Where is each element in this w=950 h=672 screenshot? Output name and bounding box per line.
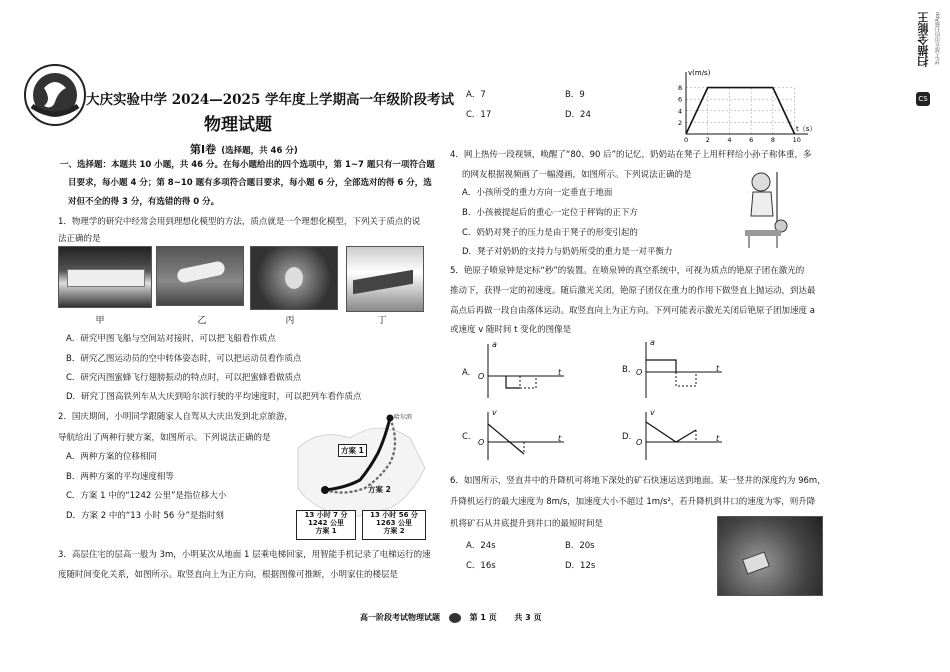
q6-option-c: C．16s bbox=[466, 561, 496, 571]
q5-c-axis-label: v bbox=[492, 408, 497, 417]
part-note: (选择题，共 46 分) bbox=[221, 146, 298, 156]
q3-stem-1: 3．高层住宅的层高一般为 3m，小明某次从地面 1 层乘电梯回家，用智能手机记录了电梯运行的速 bbox=[58, 550, 431, 560]
q1-caption-bing: 丙 bbox=[285, 316, 295, 326]
q1-photo-train bbox=[346, 246, 424, 312]
q2-stem-1: 2．国庆期间，小明同学跟随家人自驾从大庆出发到北京旅游， bbox=[58, 412, 293, 422]
footer-page: 第 1 页 bbox=[469, 613, 497, 622]
q2-option-d: D．方案 2 中的“13 小时 56 分”是指时刻 bbox=[66, 511, 224, 521]
q5-graph-d bbox=[636, 408, 726, 464]
vt-chart-svg bbox=[672, 68, 822, 146]
q1-photo-bee bbox=[250, 246, 338, 310]
q2-plan2-time: 13 小时 56 分 bbox=[370, 511, 418, 519]
vt-ytick-1: 4 bbox=[678, 107, 683, 116]
footer bbox=[360, 612, 541, 623]
q5-b-axis-label: a bbox=[650, 338, 655, 347]
part-title: 第Ⅰ卷 bbox=[190, 143, 217, 156]
section-line-3: 对但不全的得 3 分，有选错的得 0 分。 bbox=[68, 197, 220, 207]
q6-stem-3: 机将矿石从井底提升到井口的最短时间是 bbox=[450, 519, 604, 529]
footer-total: 共 3 页 bbox=[514, 613, 542, 622]
q5-c-origin: O bbox=[478, 438, 485, 447]
vt-xtick-1: 2 bbox=[705, 136, 710, 144]
q5-graph-c bbox=[478, 408, 568, 464]
scanner-tagline: 3亿人都在用的扫描App bbox=[935, 12, 941, 65]
q5-c-axis-t: t bbox=[558, 434, 562, 443]
q2-map-label-route1: 方案 1 bbox=[338, 444, 367, 457]
q1-caption-yi: 乙 bbox=[197, 316, 207, 326]
q5-label-a: A. bbox=[462, 368, 471, 378]
q2-plan2-box bbox=[362, 510, 426, 540]
q5-d-origin: O bbox=[636, 438, 643, 447]
scanner-brand: 扫描全能王 bbox=[917, 12, 930, 67]
q4-cartoon-image bbox=[737, 168, 799, 250]
vt-ylabel: v(m/s) bbox=[688, 69, 711, 77]
q2-plan2-distance: 1263 公里 bbox=[376, 519, 412, 527]
q6-option-d: D．12s bbox=[565, 561, 596, 571]
q5-stem-4: 或速度 v 随时间 t 变化的图像是 bbox=[450, 325, 572, 335]
q4-option-d: D．凳子对奶奶的支持力与奶奶所受的重力是一对平衡力 bbox=[462, 247, 673, 257]
q5-label-b: B. bbox=[622, 365, 631, 375]
q5-a-origin: O bbox=[478, 372, 485, 381]
q1-option-d: D．研究丁图高铁列车从大庆到哈尔滨行驶的平均速度时，可以把列车看作质点 bbox=[66, 392, 362, 402]
subject-title: 物理试题 bbox=[204, 115, 272, 135]
q5-d-axis-t: t bbox=[716, 434, 720, 443]
q1-option-b: B．研究乙图运动员的空中转体姿态时，可以把运动员看作质点 bbox=[66, 354, 302, 364]
q5-d-axis-label: v bbox=[650, 408, 655, 417]
q5-a-axis-label: a bbox=[492, 340, 497, 349]
q5-label-c: C. bbox=[462, 432, 471, 442]
q4-option-b: B．小孩被提起后的重心一定位于秤钩的正下方 bbox=[462, 208, 638, 218]
q2-option-c: C．方案 1 中的“1242 公里”是指位移大小 bbox=[66, 491, 227, 501]
q6-option-a: A．24s bbox=[466, 541, 496, 551]
footer-emblem-icon bbox=[449, 613, 461, 623]
q2-plan1-box bbox=[296, 510, 356, 540]
q6-stem-2: 升降机运行的最大速度为 8m/s，加速度大小不超过 1m/s²，若升降机到井口的速度为零，则升降 bbox=[450, 497, 816, 507]
vt-xtick-3: 6 bbox=[749, 136, 754, 144]
q2-plan1-name: 方案 1 bbox=[315, 527, 337, 535]
q2-option-b: B．两种方案的平均速度相等 bbox=[66, 472, 174, 482]
q1-stem-2: 法正确的是 bbox=[58, 234, 101, 244]
q3-option-d: D．24 bbox=[565, 110, 591, 120]
q3-option-a: A．7 bbox=[466, 90, 486, 100]
q5-b-axis-t: t bbox=[716, 364, 720, 373]
q1-stem-1: 1．物理学的研究中经常会用到理想化模型的方法，质点就是一个理想化模型，下列关于质点的说 bbox=[58, 217, 421, 227]
scanner-badge-icon: CS bbox=[916, 92, 930, 106]
q1-photo-gymnast bbox=[156, 246, 244, 306]
q2-map-label-route2: 方案 2 bbox=[368, 485, 391, 494]
q3-stem-2: 度随时间变化关系，如图所示。取竖直向上为正方向，根据图像可推断，小明家住的楼层是 bbox=[58, 570, 399, 580]
vt-ytick-3: 8 bbox=[678, 84, 683, 93]
q2-plan2-name: 方案 2 bbox=[383, 527, 405, 535]
q2-stem-2: 导航给出了两种行驶方案，如图所示。下列说法正确的是 bbox=[58, 433, 271, 443]
q5-stem-3: 高点后再做一段自由落体运动。取竖直向上为正方向。下列可能表示激光关闭后铯原子团加速度 a bbox=[450, 306, 815, 316]
q3-vt-chart bbox=[672, 68, 822, 146]
q3-option-b: B．9 bbox=[565, 90, 585, 100]
q4-option-c: C．奶奶对凳子的压力是由于凳子的形变引起的 bbox=[462, 228, 638, 238]
q4-option-a: A．小孩所受的重力方向一定垂直于地面 bbox=[462, 188, 613, 198]
q6-stem-1: 6．如图所示，竖直井中的升降机可将地下深处的矿石快速运送到地面。某一竖井的深度约为 96m， bbox=[450, 476, 826, 486]
q2-plan1-time: 13 小时 7 分 bbox=[304, 511, 348, 519]
q5-graph-b bbox=[636, 338, 726, 402]
exam-title: 大庆实验中学 2024—2025 学年度上学期高一年级阶段考试 bbox=[86, 92, 455, 108]
q4-stem-2: 的网友根据视频画了一幅漫画，如图所示。下列说法正确的是 bbox=[462, 170, 692, 180]
q2-plan1-distance: 1242 公里 bbox=[308, 519, 344, 527]
vt-xlabel: t（s） bbox=[796, 125, 817, 133]
q6-option-b: B．20s bbox=[565, 541, 595, 551]
vt-ytick-0: 2 bbox=[678, 118, 683, 127]
q2-option-a: A．两种方案的位移相同 bbox=[66, 452, 157, 462]
q1-photo-spacecraft bbox=[58, 246, 152, 308]
q5-b-origin: O bbox=[636, 368, 643, 377]
section-line-2: 目要求，每小题 4 分；第 8~10 题有多项符合题目要求，每小题 6 分，全部选对的得 6 分，选 bbox=[68, 178, 432, 188]
vt-chart-grid bbox=[686, 88, 795, 134]
vt-xtick-4: 8 bbox=[770, 136, 775, 144]
vt-xtick-2: 4 bbox=[727, 136, 732, 144]
q1-option-c: C．研究丙图蜜蜂飞行翅膀振动的特点时，可以把蜜蜂看做质点 bbox=[66, 373, 302, 383]
vt-xtick-5: 10 bbox=[792, 136, 801, 144]
q5-stem-2: 推动下，获得一定的初速度。随后激光关闭，铯原子团仅在重力的作用下做竖直上抛运动，到达最 bbox=[450, 286, 816, 296]
q1-caption-ding: 丁 bbox=[377, 316, 387, 326]
vt-xtick-0: 0 bbox=[684, 136, 689, 144]
vt-chart-ticks bbox=[678, 84, 801, 144]
q5-label-d: D. bbox=[622, 432, 632, 442]
q1-option-a: A．研究甲图飞船与空间站对接时，可以把飞船看作质点 bbox=[66, 334, 276, 344]
q3-option-c: C．17 bbox=[466, 110, 492, 120]
q1-caption-jia: 甲 bbox=[95, 316, 105, 326]
q5-a-axis-t: t bbox=[558, 368, 562, 377]
q6-mine-shaft-photo bbox=[717, 516, 823, 596]
q5-stem-1: 5．铯原子喷泉钟是定标“秒”的装置。在喷泉钟的真空系统中，可视为质点的铯原子团在激光的 bbox=[450, 266, 805, 276]
scanner-watermark bbox=[912, 8, 946, 128]
q5-graph-a bbox=[478, 340, 568, 402]
q2-map-city-top: 哈尔滨 bbox=[394, 414, 413, 421]
part-title-row bbox=[190, 138, 298, 157]
q4-stem-1: 4．网上热传一段视频，唤醒了“80、90 后”的记忆，奶奶站在凳子上用杆秤给小孙子称体重，多 bbox=[450, 150, 812, 160]
vt-ytick-2: 6 bbox=[678, 95, 683, 104]
school-seal bbox=[22, 62, 88, 128]
section-heading: 一、选择题：本题共 10 小题，共 46 分。在每小题给出的四个选项中，第 1~7 题只有一项符合题 bbox=[60, 160, 435, 170]
footer-exam-name: 高一阶段考试物理试题 bbox=[360, 613, 440, 622]
